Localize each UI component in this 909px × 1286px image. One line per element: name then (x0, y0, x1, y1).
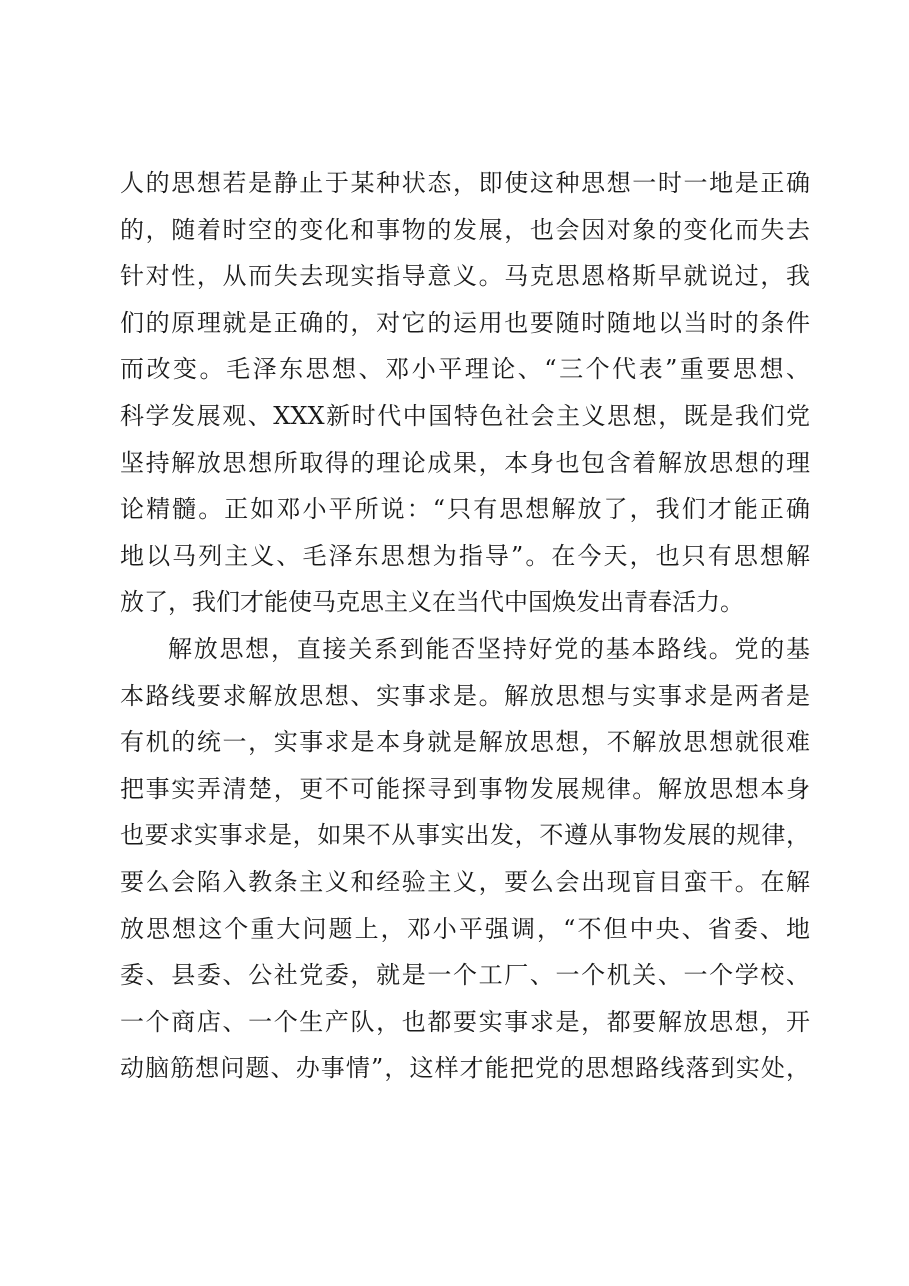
text-line: 而改变。毛泽东思想、邓小平理论、“三个代表”重要思想、 (120, 355, 810, 384)
text-line: 把事实弄清楚，更不可能探寻到事物发展规律。解放思想本身 (120, 774, 810, 803)
text-line: 有机的统一，实事求是本身就是解放思想，不解放思想就很难 (120, 728, 810, 757)
text-line: 针对性，从而失去现实指导意义。马克思恩格斯早就说过，我 (120, 262, 810, 291)
text-line: 人的思想若是静止于某种状态，即使这种思想一时一地是正确 (120, 169, 810, 197)
paragraph-first-line: 解放思想，直接关系到能否坚持好党的基本路线。党的基 (168, 634, 810, 663)
text-line: 科学发展观、XXX新时代中国特色社会主义思想，既是我们党 (120, 401, 810, 430)
text-line: 委、县委、公社党委，就是一个工厂、一个机关、一个学校、 (120, 961, 810, 990)
text-line: 放思想这个重大问题上，邓小平强调，“不但中央、省委、地 (120, 914, 810, 943)
text-line: 动脑筋想问题、办事情”，这样才能把党的思想路线落到实处， (120, 1054, 810, 1083)
text-line: 本路线要求解放思想、实事求是。解放思想与实事求是两者是 (120, 681, 810, 710)
text-line: 的，随着时空的变化和事物的发展，也会因对象的变化而失去 (120, 215, 810, 244)
text-line: 一个商店、一个生产队，也都要实事求是，都要解放思想，开 (120, 1007, 810, 1036)
text-line: 要么会陷入教条主义和经验主义，要么会出现盲目蛮干。在解 (120, 867, 810, 896)
text-line: 地以马列主义、毛泽东思想为指导”。在今天，也只有思想解 (120, 541, 810, 570)
text-line: 坚持解放思想所取得的理论成果，本身也包含着解放思想的理 (120, 448, 810, 477)
body-text (120, 160, 810, 1092)
text-line: 论精髓。正如邓小平所说：“只有思想解放了，我们才能正确 (120, 495, 810, 524)
text-line: 也要求实事求是，如果不从事实出发，不遵从事物发展的规律， (120, 821, 810, 850)
text-line: 放了，我们才能使马克思主义在当代中国焕发出青春活力。 (120, 588, 744, 617)
text-line: 们的原理就是正确的，对它的运用也要随时随地以当时的条件 (120, 308, 810, 337)
